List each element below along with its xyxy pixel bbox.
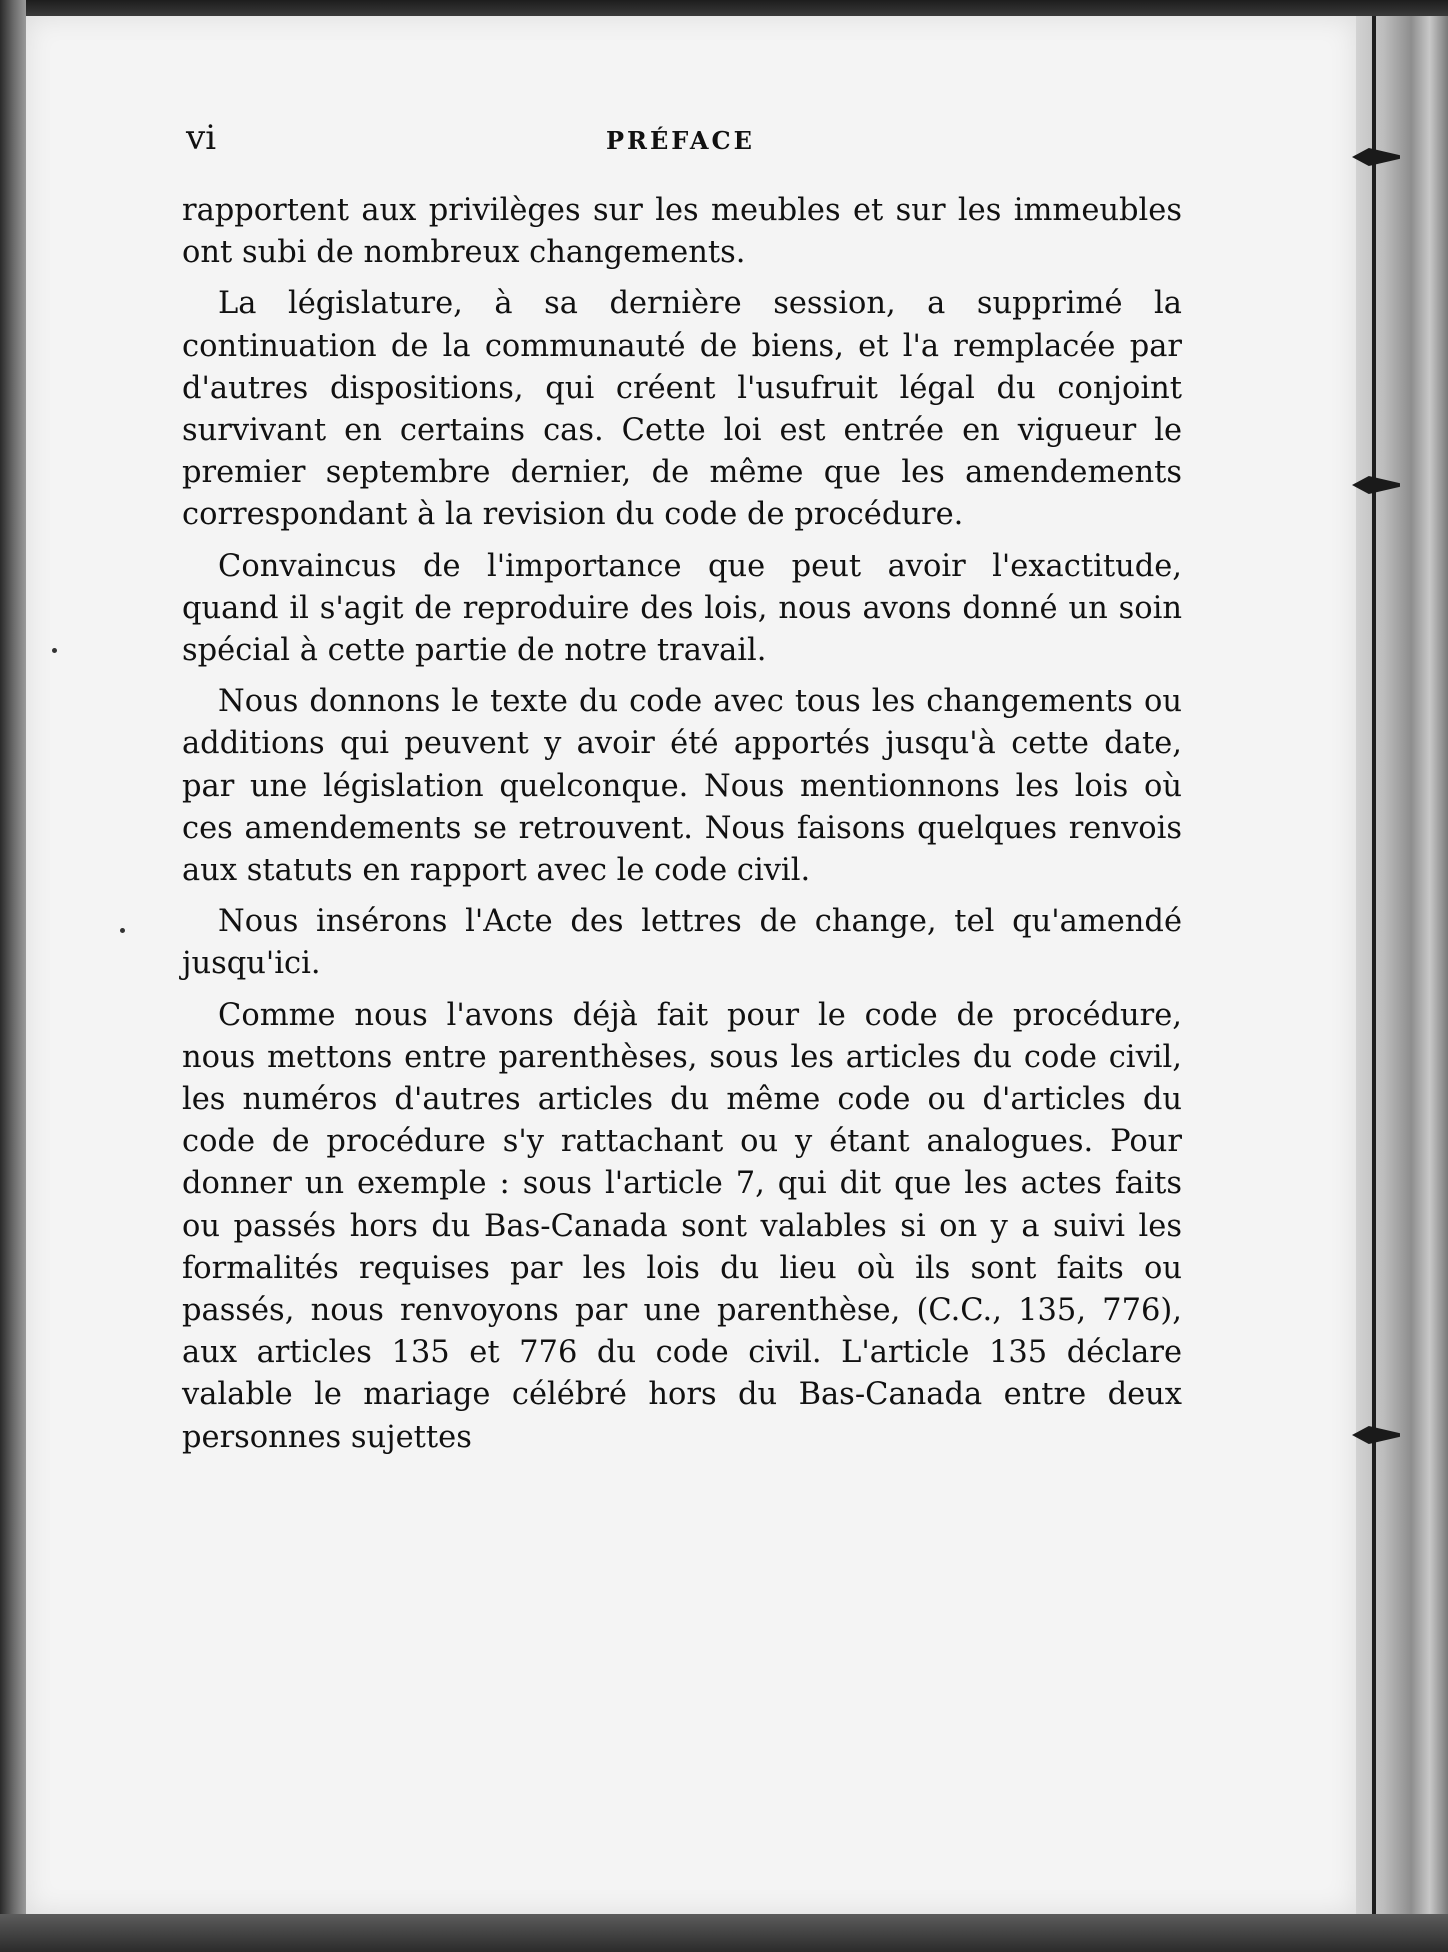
scan-border-bottom bbox=[0, 1914, 1448, 1952]
paragraph: Nous donnons le texte du code avec tous les changements ou additions qui peuvent y avoir été apportés jusqu'à cette date, par une législation quelconque. Nous mentionnons les lois où ces amendements se retrouvent. Nous faisons quelques renvois aux statuts en rapport avec le code civil. bbox=[182, 684, 1182, 889]
paper-speck bbox=[52, 648, 57, 653]
paragraph: Comme nous l'avons déjà fait pour le code de procédure, nous mettons entre parenthèses, sous les articles du code civil, les numéros d'autres articles du même code ou d'articles du code de procédure s'y rattachant ou y étant analogues. Pour donner un exemple : sous l'article 7, qui dit que les actes faits ou passés hors du Bas-Canada sont valables si on y a suivi les formalités requises par les lois du lieu où ils sont faits ou passés, nous renvoyons par une parenthèse, (C.C., 135, 776), aux articles 135 et 776 du code civil. L'article 135 déclare valable le mariage célébré hors du Bas-Canada entre deux personnes sujettes bbox=[182, 997, 1182, 1455]
paragraph: La législature, à sa dernière session, a supprimé la continuation de la communauté de biens, et l'a remplacée par d'autres dispositions, qui créent l'usufruit légal du conjoint survivant en certains cas. Cette loi est entrée en vigueur le premier septembre dernier, de même que les amendements correspondant à la revision du code de procédure. bbox=[182, 286, 1182, 533]
paper-speck bbox=[120, 928, 125, 933]
scan-border-top bbox=[0, 0, 1448, 16]
running-head: PRÉFACE bbox=[606, 126, 755, 155]
paragraph: Nous insérons l'Acte des lettres de change, tel qu'amendé jusqu'ici. bbox=[182, 904, 1182, 982]
page-header bbox=[186, 118, 1176, 164]
paragraph: rapportent aux privilèges sur les meubles et sur les immeubles ont subi de nombreux changements. bbox=[182, 193, 1182, 271]
page-number: vi bbox=[186, 118, 217, 158]
binding-line bbox=[1372, 16, 1376, 1914]
paragraph: Convaincus de l'importance que peut avoir l'exactitude, quand il s'agit de reproduire des lois, nous avons donné un soin spécial à cette partie de notre travail. bbox=[182, 548, 1182, 669]
scan-border-left bbox=[0, 0, 26, 1952]
book-binding-edge bbox=[1356, 16, 1448, 1914]
body-text bbox=[182, 190, 1182, 1468]
